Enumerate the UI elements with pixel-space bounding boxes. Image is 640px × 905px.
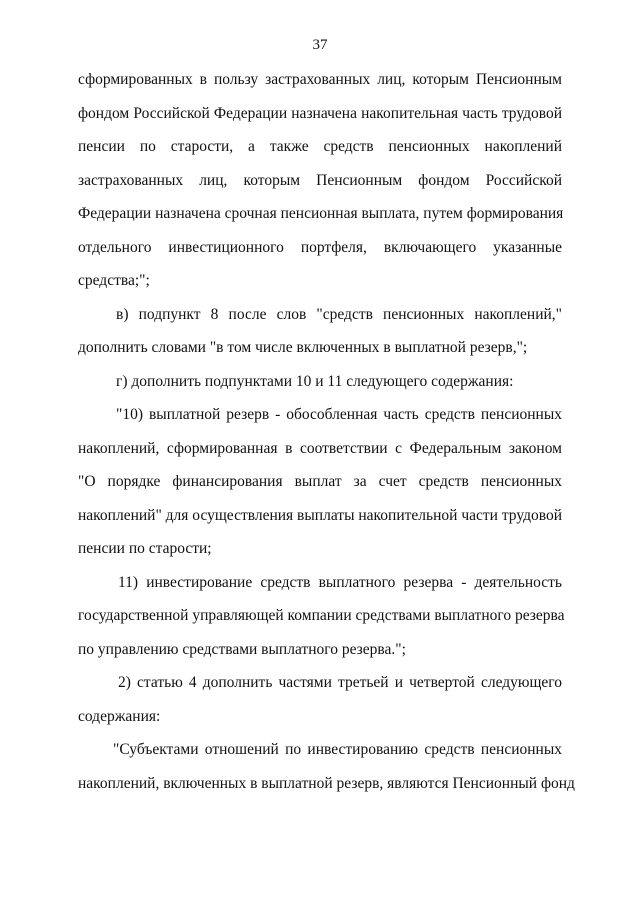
text-line: "10) выплатной резерв - обособленная часть средств пенсионных (116, 406, 562, 423)
text-line: "О порядке финансирования выплат за счет средств пенсионных (78, 473, 562, 490)
text-line: по управлению средствами выплатного резерва."; (78, 641, 406, 658)
text-line: "Субъектами отношений по инвестированию средств пенсионных (113, 741, 562, 758)
text-line: государственной управляющей компании средствами выплатного резерва (78, 607, 565, 624)
text-line: Федерации назначена срочная пенсионная выплата, путем формирования (78, 205, 564, 222)
text-line: 2) статью 4 дополнить частями третьей и четвертой следующего (118, 674, 562, 691)
text-line: застрахованных лиц, которым Пенсионным фондом Российской (78, 172, 562, 189)
text-line: пенсии по старости, а также средств пенсионных накоплений (78, 138, 562, 155)
text-line: отдельного инвестиционного портфеля, включающего указанные (78, 239, 562, 256)
text-line: г) дополнить подпунктами 10 и 11 следующего содержания: (116, 373, 514, 390)
text-line: содержания: (78, 708, 161, 725)
text-line: сформированных в пользу застрахованных лиц, которым Пенсионным (78, 71, 562, 88)
text-line: фондом Российской Федерации назначена накопительная часть трудовой (78, 105, 562, 122)
text-line: накоплений, сформированная в соответствии с Федеральным законом (78, 440, 562, 457)
text-line: 11) инвестирование средств выплатного резерва - деятельность (118, 574, 562, 591)
text-line: средства;"; (78, 272, 150, 289)
text-line: дополнить словами "в том числе включенных в выплатной резерв,"; (78, 339, 528, 356)
text-line: накоплений, включенных в выплатной резерв, являются Пенсионный фонд (78, 775, 575, 792)
text-line: пенсии по старости; (78, 540, 212, 557)
text-line: накоплений" для осуществления выплаты накопительной части трудовой (78, 507, 562, 524)
text-line: в) подпункт 8 после слов "средств пенсионных накоплений," (116, 306, 562, 323)
page-number: 37 (312, 37, 328, 53)
